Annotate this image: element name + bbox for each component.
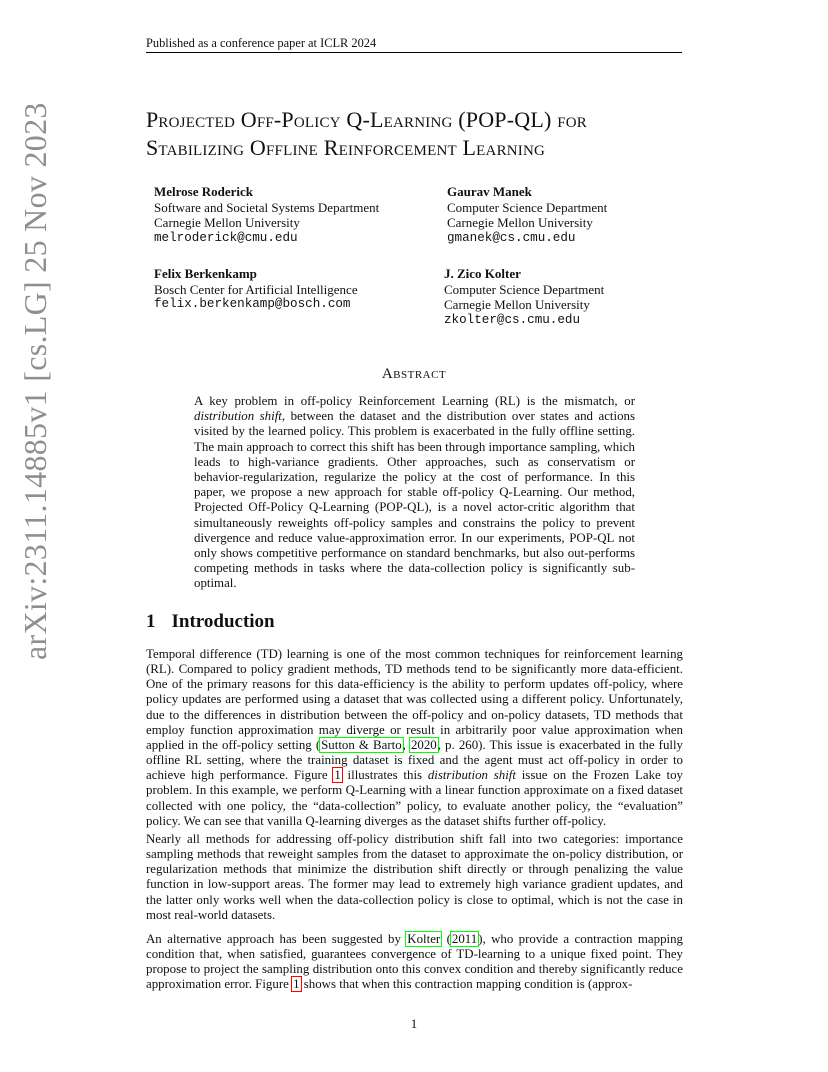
author-email[interactable]: gmanek@cs.cmu.edu — [447, 230, 576, 245]
author-affiliation: Carnegie Mellon University — [447, 215, 593, 230]
emphasis-text: distribution shift — [427, 768, 516, 783]
author-block-4 — [444, 266, 604, 328]
paragraph-text: An alternative approach has been suggested by — [146, 932, 407, 946]
abstract-text-part: , between the dataset and the distribution over states and actions visited by the learned policy. This problem is exacerbated in the fully offline setting. The main approach to correct this shift has been through importance sampling, which leads to high-variance gradients. Other approaches, such as conservatism or behavior-regularization, regularize the policy at the cost of performance. In this paper, we propose a new approach for stable off-policy Q-Learning. Our method, Projected Off-Policy Q-Learning (POP-QL), is a novel actor-critic algorithm that simultaneously reweights off-policy samples and constrains the policy to prevent divergence and reduce value-approximation error. In our experiments, POP-QL not only shows competitive performance on standard benchmarks, but also out-performs competing methods in tasks where the data-collection policy is significantly sub-optimal. — [194, 409, 635, 591]
author-block-3 — [154, 266, 358, 313]
author-affiliation: Carnegie Mellon University — [154, 215, 300, 230]
paragraph-text: , p. 260). This issue is exacerbated in the fully offline RL setting, where the training dataset is fixed and the agent must act off-policy in order to achieve high performance. Figure — [146, 737, 683, 783]
section-title: Introduction — [171, 611, 275, 632]
paragraph-3 — [146, 932, 683, 993]
header-rule — [146, 52, 682, 53]
citation-link[interactable]: Sutton & Barto — [321, 737, 402, 752]
author-affiliation: Carnegie Mellon University — [444, 297, 590, 312]
paragraph-text: ), who provide a contraction mapping condition that, when satisfied, guarantees convergence of TD-learning to a unique fixed point. They propose to project the sampling distribution onto this convex condition and thereby significantly reduce approximation error. Figure — [146, 932, 683, 992]
paragraph-text: illustrates this — [341, 768, 428, 783]
arxiv-identifier-stamp: arXiv:2311.14885v1 [cs.LG] 25 Nov 2023 — [17, 102, 53, 660]
author-name: Melrose Roderick — [154, 184, 254, 199]
abstract-text — [194, 394, 635, 592]
author-affiliation: Bosch Center for Artificial Intelligence — [154, 281, 358, 297]
author-name: Gaurav Manek — [447, 184, 532, 199]
paragraph-text: shows that when this contraction mapping condition is (approx- — [300, 977, 633, 992]
author-affiliation: Computer Science Department — [447, 199, 608, 215]
abstract-emphasis: distribution shift — [194, 409, 282, 424]
paper-title — [146, 106, 706, 162]
author-name: J. Zico Kolter — [444, 266, 521, 281]
author-affiliation: Software and Societal Systems Department — [154, 199, 380, 215]
author-email[interactable]: felix.berkenkamp@bosch.com — [154, 297, 351, 311]
paragraph-1 — [146, 647, 683, 829]
running-head: Published as a conference paper at ICLR 2024 — [146, 36, 377, 50]
citation-link[interactable]: Kolter — [407, 932, 441, 946]
section-heading — [146, 611, 275, 633]
section-number: 1 — [146, 611, 156, 632]
abstract-heading: Abstract — [381, 366, 447, 382]
paragraph-text: Temporal difference (TD) learning is one of the most common techniques for reinforcement learning (RL). Compared to policy gradient methods, TD methods tend to be significantly more data-efficient. One of the primary reasons for this data-efficiency is the ability to perform updates off-policy, where policy updates are performed using a dataset that was collected using a different policy. Unfortunately, due to the differences in distribution between the off-policy and on-policy datasets, TD methods that employ function approximation may diverge or result in arbitrarily poor value approximation when applied in the off-policy setting ( — [146, 647, 683, 752]
author-email[interactable]: melroderick@cmu.edu — [154, 230, 298, 245]
figure-ref-link[interactable]: 1 — [293, 977, 300, 992]
paragraph-text: ( — [441, 932, 451, 946]
title-line-2: Stabilizing Offline Reinforcement Learning — [146, 135, 546, 160]
paragraph-text: issue on the Frozen Lake toy problem. In this example, we perform Q-Learning with a linear function approximate on a fixed dataset collected with one policy, the “data-collection” policy, to evaluate another policy, the “evaluation” policy. We can see that vanilla Q-learning diverges as the dataset shifts further off-policy. — [146, 768, 683, 828]
paragraph-2: Nearly all methods for addressing off-policy distribution shift fall into two categories: importance sampling methods that reweight samples from the dataset to approximate the on-policy distribution, or regularization methods that minimize the distribution shift directly or through penalizing the value function in low-support areas. The former may lead to extremely high variance gradient updates, and the latter only works well when the data-collection policy is close to optimal, which is not the case in most real-world datasets. — [146, 832, 683, 922]
author-email[interactable]: zkolter@cs.cmu.edu — [444, 312, 581, 327]
author-block-1 — [154, 184, 379, 246]
author-block-2 — [447, 184, 607, 246]
citation-link[interactable]: 2020 — [410, 737, 437, 752]
author-name: Felix Berkenkamp — [154, 266, 257, 281]
paragraph-text: , — [402, 737, 410, 752]
page-number: 1 — [410, 1016, 418, 1031]
figure-ref-link[interactable]: 1 — [334, 768, 341, 783]
citation-link[interactable]: 2011 — [451, 932, 478, 946]
author-affiliation: Computer Science Department — [444, 281, 605, 297]
title-line-1: Projected Off-Policy Q-Learning (POP-QL) for — [146, 107, 587, 132]
abstract-text-part: A key problem in off-policy Reinforcement Learning (RL) is the mismatch, or — [194, 394, 635, 408]
